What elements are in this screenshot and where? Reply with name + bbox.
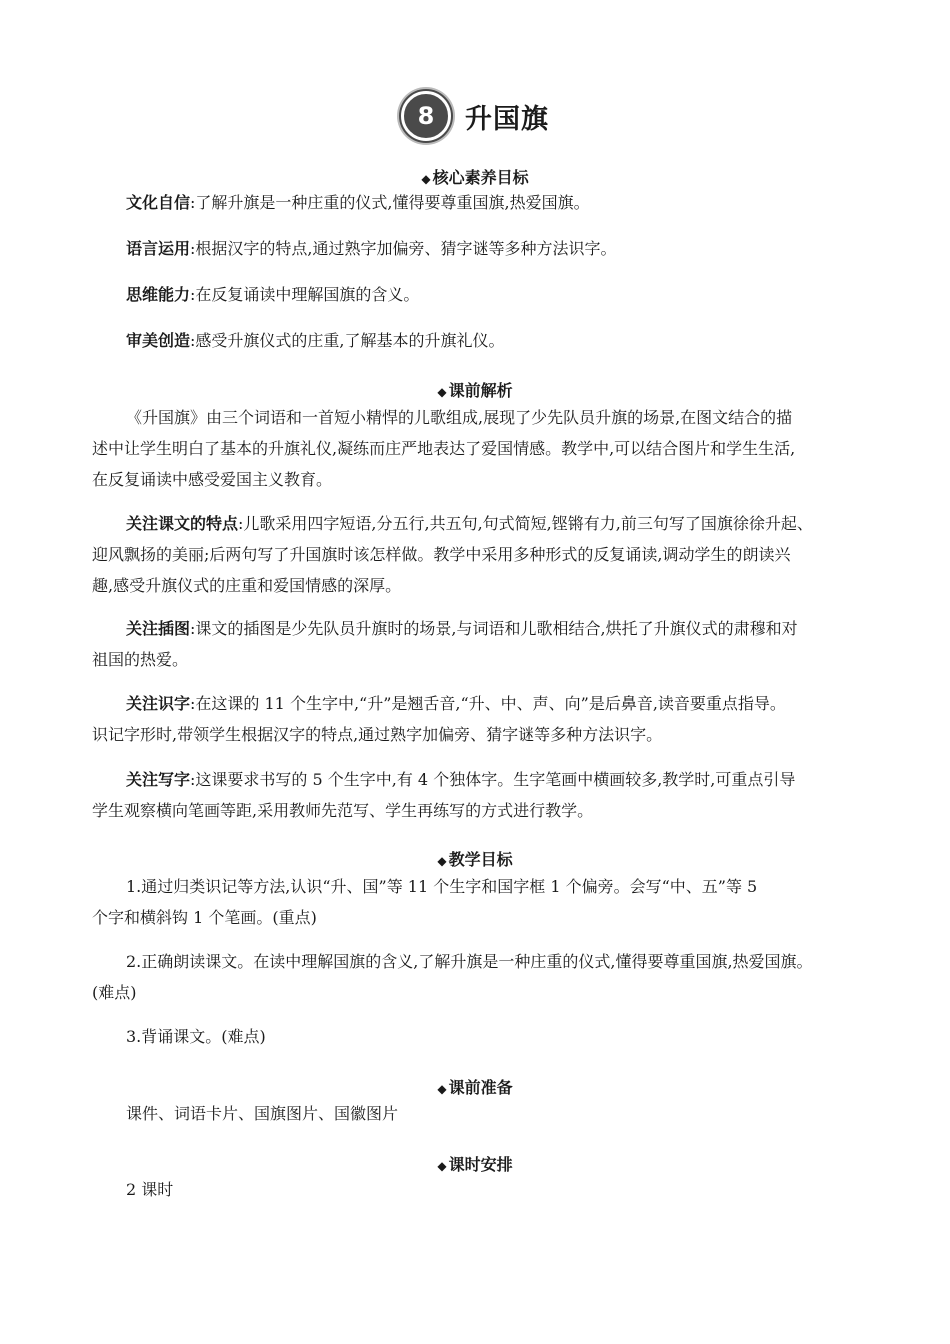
analysis-point-text-features: 关注课文的特点:儿歌采用四字短语,分五行,共五句,句式简短,铿锵有力,前三句写了国旗徐徐升起、 迎风飘扬的美丽;后两句写了升国旗时该怎样做。教学中采用多种形式的反复诵读,调动学生的朗读兴 趣,感受升旗仪式的庄重和爱国情感的深厚。 [92,514,813,595]
diamond-icon: ◆ [437,1159,447,1173]
goal-item: 2.正确朗读课文。在读中理解国旗的含义,了解升旗是一种庄重的仪式,懂得要尊重国旗,热爱国旗。 (难点) [92,952,813,1002]
section-heading-goals: ◆ 教学目标 [437,850,513,869]
diamond-icon: ◆ [437,1082,447,1096]
core-item: 审美创造:感受升旗仪式的庄重,了解基本的升旗礼仪。 [126,331,505,350]
section-heading-schedule: ◆ 课时安排 [437,1155,513,1174]
section-heading-analysis: ◆ 课前解析 [437,381,513,400]
analysis-point-illustration: 关注插图:课文的插图是少先队员升旗时的场景,与词语和儿歌相结合,烘托了升旗仪式的肃穆和对 祖国的热爱。 [92,619,798,669]
lesson-title [0,90,950,142]
core-item: 思维能力:在反复诵读中理解国旗的含义。 [126,285,420,304]
goal-item: 1.通过归类识记等方法,认识“升、国”等 11 个生字和国字框 1 个偏旁。会写“中、五”等 5 个字和横斜钩 1 个笔画。(重点) [92,877,758,927]
prep-text: 课件、词语卡片、国旗图片、国徽图片 [126,1104,399,1123]
analysis-intro: 《升国旗》由三个词语和一首短小精悍的儿歌组成,展现了少先队员升旗的场景,在图文结合的描 述中让学生明白了基本的升旗礼仪,凝练而庄严地表达了爱国情感。教学中,可以结合图片和学生生活, 在反复诵读中感受爱国主义教育。 [92,408,796,489]
section-heading-prep: ◆ 课前准备 [437,1078,513,1097]
schedule-text: 2 课时 [126,1180,174,1199]
diamond-icon: ◆ [437,385,447,399]
diamond-icon: ◆ [437,854,447,868]
lesson-number-badge: 8 [401,91,451,141]
goal-item: 3.背诵课文。(难点) [126,1027,266,1046]
core-item: 文化自信:了解升旗是一种庄重的仪式,懂得要尊重国旗,热爱国旗。 [126,193,590,212]
analysis-point-literacy: 关注识字:在这课的 11 个生字中,“升”是翘舌音,“升、中、声、向”是后鼻音,读音要重点指导。 识记字形时,带领学生根据汉字的特点,通过熟字加偏旁、猜字谜等多种方法识字。 [92,694,786,744]
core-item: 语言运用:根据汉字的特点,通过熟字加偏旁、猜字谜等多种方法识字。 [126,239,617,258]
section-heading-core: ◆ 核心素养目标 [421,168,529,187]
diamond-icon: ◆ [421,172,431,186]
lesson-title-text: 升国旗 [465,103,549,135]
analysis-point-writing: 关注写字:这课要求书写的 5 个生字中,有 4 个独体字。生字笔画中横画较多,教学时,可重点引导 学生观察横向笔画等距,采用教师先范写、学生再练写的方式进行教学。 [92,770,796,820]
